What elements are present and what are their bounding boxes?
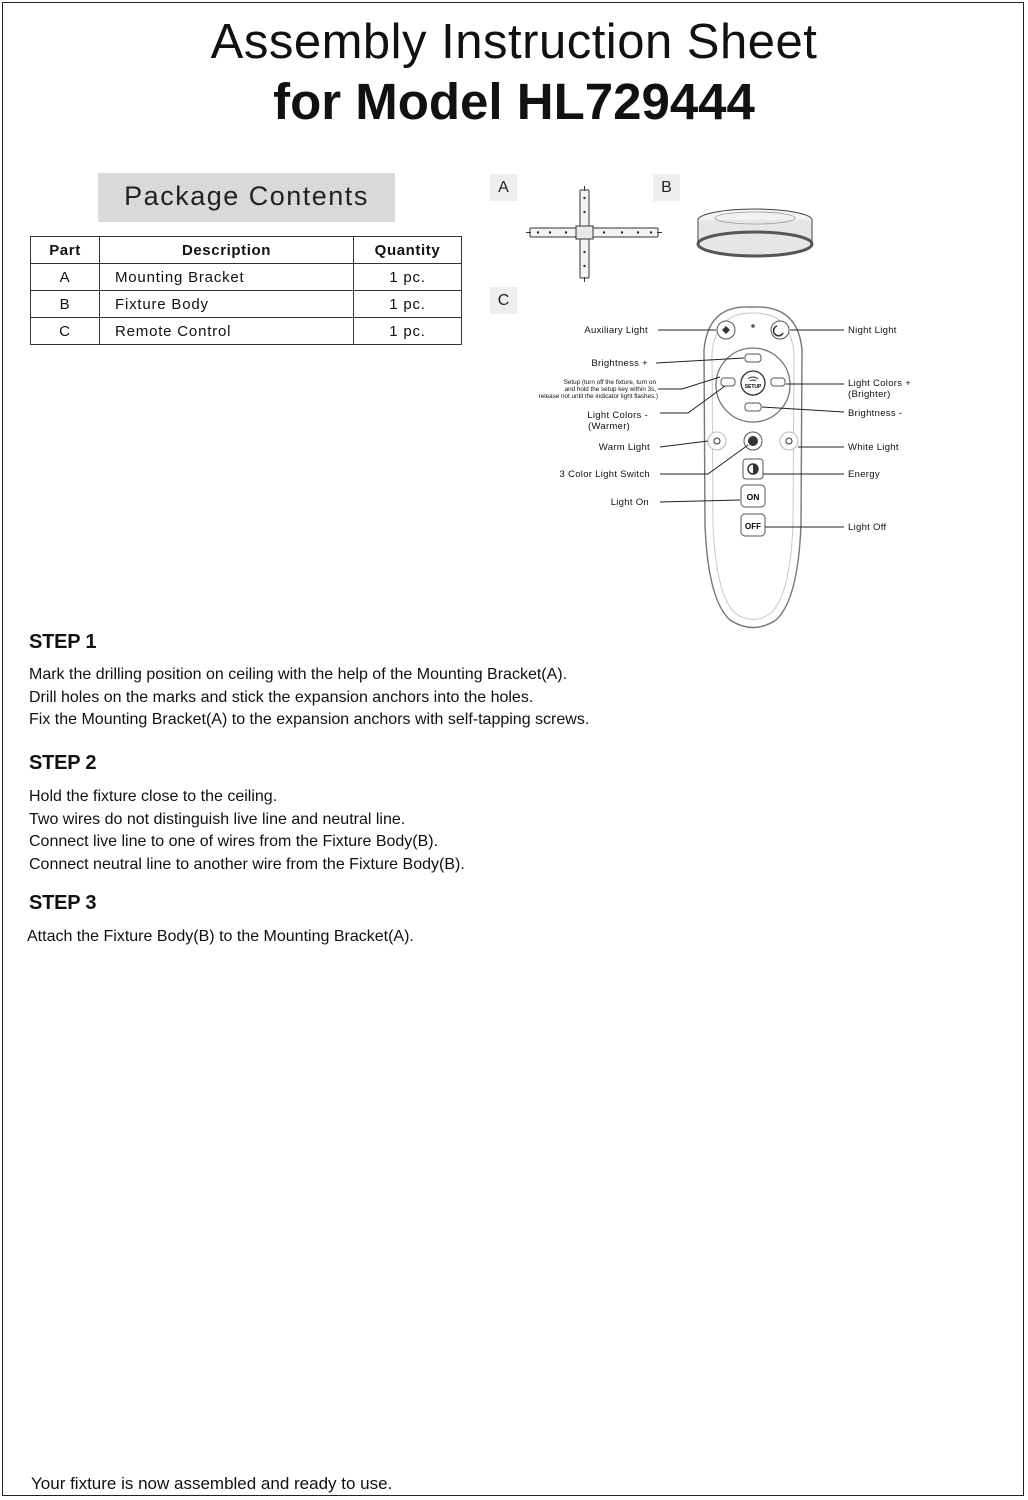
label-auxiliary-light: Auxiliary Light xyxy=(584,325,648,336)
footer-note: Your fixture is now assembled and ready to use. xyxy=(31,1474,393,1493)
document-title: Assembly Instruction Sheet xyxy=(210,15,818,69)
quantity-cell: 1 pc. xyxy=(354,264,462,291)
light-colors-plus-button xyxy=(771,378,785,386)
off-button-label: OFF xyxy=(745,522,761,531)
step-1-line: Drill holes on the marks and stick the expansion anchors into the holes. xyxy=(29,688,534,706)
package-contents-heading: Package Contents xyxy=(98,173,395,222)
label-color-switch: 3 Color Light Switch xyxy=(559,469,650,480)
step-2-heading: STEP 2 xyxy=(29,752,97,774)
table-row xyxy=(31,264,462,291)
label-light-colors-minus-1: Light Colors - xyxy=(587,410,648,421)
model-title: for Model HL729444 xyxy=(273,73,755,130)
quantity-cell: 1 pc. xyxy=(354,291,462,318)
on-button-label: ON xyxy=(746,492,760,502)
description-cell: Remote Control xyxy=(100,318,354,345)
step-2-line: Two wires do not distinguish live line and neutral line. xyxy=(29,810,406,828)
white-light-button xyxy=(780,432,798,450)
header-quantity: Quantity xyxy=(354,237,462,264)
label-brightness-minus: Brightness - xyxy=(848,408,903,419)
description-cell: Mounting Bracket xyxy=(100,264,354,291)
label-night-light: Night Light xyxy=(848,325,897,336)
label-setup-1: Setup (turn off the fixture, turn on xyxy=(563,379,656,386)
step-3-line: Attach the Fixture Body(B) to the Mounting Bracket(A). xyxy=(27,928,414,945)
part-cell: C xyxy=(31,318,100,345)
setup-button xyxy=(741,371,765,395)
brightness-minus-button xyxy=(745,403,761,411)
step-1-text xyxy=(29,664,589,732)
step-2-line: Connect live line to one of wires from the Fixture Body(B). xyxy=(29,833,439,850)
header-description: Description xyxy=(100,237,354,264)
part-cell: B xyxy=(31,291,100,318)
table-header-row xyxy=(31,237,462,264)
step-2-text xyxy=(29,786,465,876)
description-cell: Fixture Body xyxy=(100,291,354,318)
light-colors-minus-button xyxy=(721,378,735,386)
label-warm-light: Warm Light xyxy=(598,442,650,453)
label-brightness-plus: Brightness + xyxy=(591,358,648,369)
page-border xyxy=(2,2,1024,1496)
step-2-line: Hold the fixture close to the ceiling. xyxy=(29,788,278,805)
warm-light-button xyxy=(708,432,726,450)
step-1-line: Mark the drilling position on ceiling with the help of the Mounting Bracket(A). xyxy=(29,666,568,683)
label-light-colors-plus-2: (Brighter) xyxy=(848,389,891,400)
indicator-light xyxy=(751,324,755,328)
package-contents-table xyxy=(30,236,462,345)
label-light-on: Light On xyxy=(610,497,649,508)
part-cell: A xyxy=(31,264,100,291)
figure-a-tag: A xyxy=(490,174,517,201)
step-1-heading: STEP 1 xyxy=(29,631,97,653)
label-setup-3: release not until the indicator light flashes.) xyxy=(538,393,658,400)
step-1-line: Fix the Mounting Bracket(A) to the expansion anchors with self-tapping screws. xyxy=(29,711,590,728)
remote-control-diagram xyxy=(520,295,930,630)
label-light-colors-plus-1: Light Colors + xyxy=(848,378,912,389)
brightness-plus-button xyxy=(745,354,761,362)
setup-button-label: SETUP xyxy=(744,384,762,390)
label-white-light: White Light xyxy=(848,442,899,453)
quantity-cell: 1 pc. xyxy=(354,318,462,345)
label-light-colors-minus-2: (Warmer) xyxy=(588,421,631,432)
table-row xyxy=(31,318,462,345)
mounting-bracket-illustration xyxy=(526,186,662,282)
step-2-line: Connect neutral line to another wire from the Fixture Body(B). xyxy=(29,855,465,873)
figure-b-tag: B xyxy=(653,174,680,201)
header-part: Part xyxy=(31,237,100,264)
step-3-text xyxy=(27,926,414,949)
label-energy: Energy xyxy=(848,469,880,480)
label-light-off: Light Off xyxy=(848,522,887,533)
fixture-body-illustration xyxy=(694,206,816,260)
step-3-heading: STEP 3 xyxy=(29,892,97,914)
figure-c-tag: C xyxy=(490,287,517,314)
label-setup-2: and hold the setup key within 3s, xyxy=(564,386,656,393)
table-row xyxy=(31,291,462,318)
